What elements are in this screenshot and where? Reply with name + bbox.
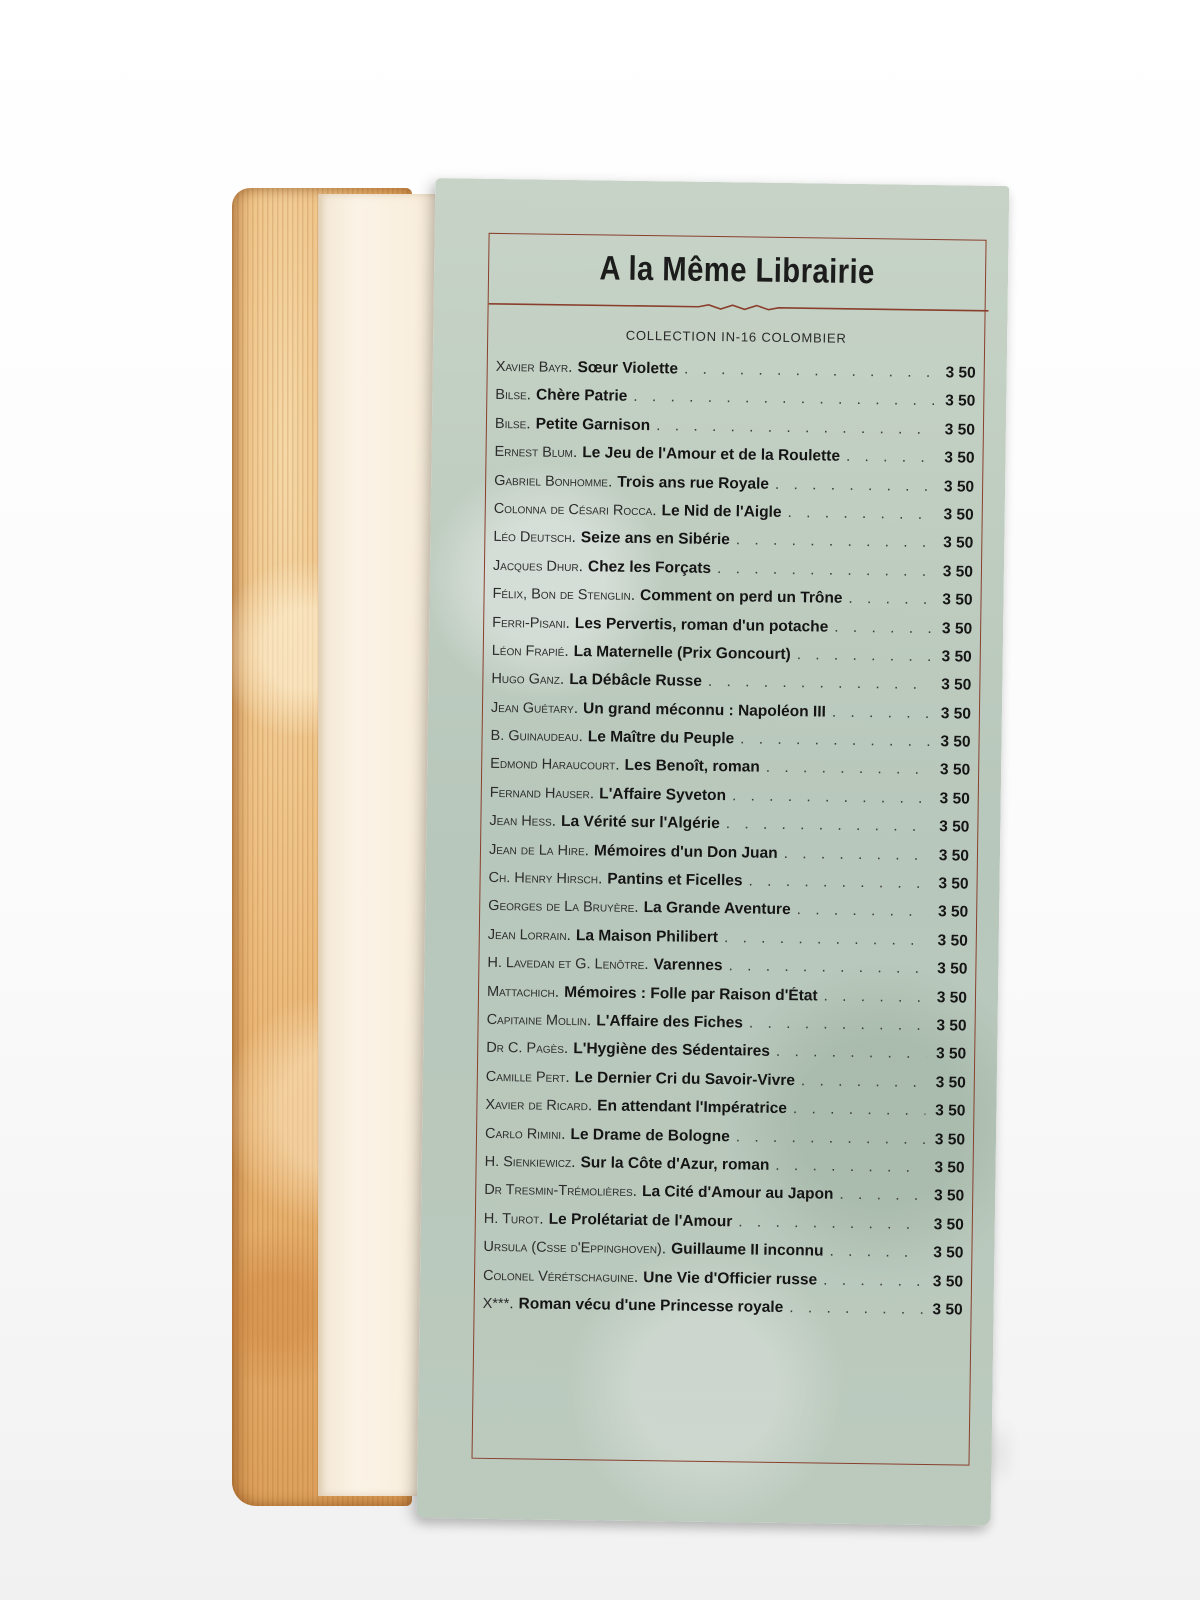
book-list (482, 358, 975, 1330)
dot-leader (839, 1186, 924, 1205)
dot-leader (726, 815, 930, 836)
dot-leader (775, 475, 934, 495)
author-separator: . (633, 1268, 639, 1286)
dot-leader (793, 1100, 926, 1120)
book-price: 3 50 (944, 420, 976, 439)
book-price: 3 50 (934, 1130, 966, 1149)
book-price: 3 50 (935, 1045, 967, 1063)
book-price: 3 50 (935, 1102, 966, 1120)
book-title: La Grande Aventure (643, 899, 791, 919)
author-separator: . (615, 757, 620, 775)
book-price: 3 50 (936, 988, 968, 1007)
author-separator: . (526, 386, 532, 404)
dot-leader (834, 618, 932, 637)
author-separator: . (563, 1040, 569, 1058)
book-author: Edmond Haraucourt (490, 756, 616, 775)
book-title: Roman vécu d'une Princesse royale (518, 1295, 784, 1316)
book-author: Ernest Blum (494, 444, 574, 462)
book-author: H. Sienkiewicz (484, 1153, 572, 1171)
dot-leader (823, 1271, 923, 1290)
dot-leader (748, 873, 928, 894)
book-price: 3 50 (932, 1272, 964, 1291)
dot-leader (724, 929, 928, 950)
book-price: 3 50 (945, 392, 976, 411)
book-price: 3 50 (942, 562, 974, 581)
book-title: L'Hygiène des Sédentaires (573, 1040, 771, 1061)
book-price: 3 50 (938, 875, 969, 893)
author-separator: . (559, 671, 565, 689)
book-price: 3 50 (941, 676, 972, 694)
book-price: 3 50 (943, 506, 974, 524)
book-author: Colonna de Césari Rocca (493, 500, 653, 520)
author-separator: . (564, 642, 569, 660)
book-title: La Débâcle Russe (569, 671, 703, 691)
dot-leader (789, 1299, 922, 1319)
author-separator: . (554, 983, 560, 1001)
book-price: 3 50 (937, 931, 968, 950)
dot-leader (823, 987, 926, 1006)
dot-leader (656, 417, 935, 439)
author-separator: . (566, 926, 572, 944)
author-separator: . (572, 444, 578, 462)
back-cover (417, 178, 1010, 1526)
book-title: La Vérité sur l'Algérie (560, 813, 720, 833)
book-title: Le Nid de l'Aigle (661, 502, 782, 521)
book-price: 3 50 (941, 619, 973, 638)
book-price: 3 50 (945, 364, 976, 382)
book-title: Le Maître du Peuple (587, 728, 735, 748)
book-price: 3 50 (933, 1187, 965, 1205)
dot-leader (728, 957, 927, 978)
book-title: Sur la Côte d'Azur, roman (580, 1154, 770, 1174)
cover-title: A la Même Librairie (599, 249, 875, 292)
book-price: 3 50 (935, 1073, 966, 1092)
book-title: La Maternelle (Prix Goncourt) (573, 642, 791, 663)
author-separator: . (587, 1097, 593, 1115)
book-title: La Maison Philibert (575, 926, 719, 946)
author-separator: . (578, 728, 583, 746)
dot-leader (738, 1213, 924, 1234)
book-title: Pantins et Ficelles (607, 870, 743, 890)
author-separator: . (571, 529, 576, 547)
book-price: 3 50 (944, 449, 975, 467)
dot-leader (717, 560, 933, 581)
book-price: 3 50 (937, 903, 969, 921)
book-title: Le Jeu de l'Amour et de la Roulette (582, 444, 841, 465)
dot-leader (736, 1128, 925, 1149)
book-author: Georges de La Bruyère (488, 898, 635, 917)
book-price: 3 50 (933, 1244, 964, 1262)
book-title: La Cité d'Amour au Japon (641, 1183, 834, 1204)
book-author: Fernand Hauser (489, 784, 590, 803)
dot-leader (766, 759, 930, 779)
book-price: 3 50 (939, 818, 970, 836)
book-author: Jean Guétary (490, 699, 574, 717)
author-separator: . (584, 841, 590, 859)
title-rule (489, 300, 989, 315)
author-separator: . (573, 699, 579, 717)
book-price: 3 50 (936, 1017, 967, 1035)
book-author: Hugo Ganz (491, 671, 561, 689)
book-title: Chère Patrie (535, 386, 628, 406)
author-separator: . (630, 586, 636, 605)
author-separator: . (661, 1240, 667, 1258)
book-title: Le Drame de Bologne (570, 1125, 730, 1145)
dot-leader (775, 1157, 924, 1177)
dot-leader (732, 787, 930, 808)
book-title: Le Dernier Cri du Savoir-Vivre (574, 1068, 796, 1089)
author-separator: . (597, 870, 603, 888)
book-author: X*** (482, 1295, 510, 1313)
dot-leader (749, 1015, 927, 1035)
book-title: Mémoires : Folle par Raison d'État (564, 983, 818, 1005)
book-title: Les Benoît, roman (624, 757, 760, 777)
book-title: Un grand méconnu : Napoléon III (582, 699, 827, 721)
author-separator: . (565, 1068, 570, 1086)
book-author: Jacques Dhur (492, 557, 579, 575)
book-author: Bilse (494, 415, 527, 433)
dot-leader (740, 730, 930, 751)
book-title: Comment on perd un Trône (640, 587, 843, 607)
author-separator: . (578, 557, 584, 575)
book-price: 3 50 (940, 704, 972, 723)
book-title: Les Pervertis, roman d'un potache (574, 614, 829, 636)
book-author: Félix, Bon de Stenglin (492, 586, 631, 604)
dot-leader (832, 703, 931, 722)
book-title: L'Affaire Syveton (599, 785, 727, 805)
book-entry (482, 1295, 962, 1330)
book-price: 3 50 (932, 1301, 963, 1319)
book-price: 3 50 (943, 534, 974, 552)
author-separator: . (607, 473, 613, 491)
author-separator: . (565, 614, 570, 632)
dot-leader (784, 845, 929, 865)
author-separator: . (634, 899, 639, 917)
book-author: Dr Tresmin-Trémolières (484, 1182, 633, 1201)
book-price: 3 50 (934, 1159, 965, 1177)
book-title: L'Affaire des Fiches (596, 1012, 744, 1032)
book-title: Mémoires d'un Don Juan (593, 841, 778, 862)
book-price: 3 50 (933, 1215, 964, 1234)
dot-leader (797, 902, 929, 922)
book-author: B. Guinaudeau (490, 727, 579, 746)
book-author: Jean Lorrain (487, 926, 567, 944)
book-author: Ferri-Pisani (492, 614, 566, 632)
book-author: Xavier Bayr (495, 358, 569, 376)
book-price: 3 50 (939, 790, 970, 808)
cover-frame (472, 233, 987, 1466)
dot-leader (801, 1072, 926, 1092)
book-author: Xavier de Ricard (485, 1097, 589, 1115)
dot-leader (829, 1243, 923, 1262)
book-author: Ursula (Csse d'Eppinghoven) (483, 1238, 662, 1258)
book-author: Ch. Henry Hirsch (488, 869, 599, 888)
book-author: Colonel Vérétschaguine (482, 1267, 635, 1286)
book-author: Gabriel Bonhomme (494, 472, 609, 491)
book-price: 3 50 (938, 846, 970, 865)
dot-leader (848, 590, 932, 609)
dot-leader (708, 673, 931, 694)
author-separator: . (586, 1012, 592, 1030)
book-author: Jean de La Hire (488, 841, 585, 859)
book-title: Le Prolétariat de l'Amour (548, 1210, 733, 1231)
book-price: 3 50 (937, 960, 968, 978)
book-title: Chez les Forçats (587, 557, 712, 577)
dot-leader (846, 448, 935, 467)
author-separator: . (561, 1125, 566, 1143)
book-author: Léo Deutsch (493, 529, 572, 547)
author-separator: . (589, 785, 595, 803)
book-title: Sœur Violette (577, 359, 679, 378)
book-title: En attendant l'Impératrice (597, 1097, 788, 1118)
dot-leader (633, 388, 935, 410)
dot-leader (736, 532, 934, 553)
book-author: H. Turot (483, 1210, 540, 1228)
dot-leader (776, 1043, 926, 1063)
book-author: Léon Frapié (491, 642, 565, 660)
author-separator: . (652, 502, 657, 520)
collection-heading: COLLECTION IN-16 COLOMBIER (625, 327, 847, 346)
author-separator: . (526, 415, 531, 433)
book-author: Capitaine Mollin (486, 1011, 588, 1030)
book-author: Camille Pert (485, 1068, 566, 1086)
author-separator: . (632, 1183, 638, 1201)
author-separator: . (539, 1210, 544, 1228)
book-price: 3 50 (943, 477, 975, 496)
author-separator: . (551, 812, 557, 831)
dot-leader (684, 361, 936, 383)
book-title: Seize ans en Sibérie (580, 529, 730, 549)
author-separator: . (568, 358, 573, 376)
author-separator: . (571, 1153, 576, 1172)
book-author: Dr C. Pagès (486, 1040, 565, 1058)
book-title: Trois ans rue Royale (617, 473, 770, 493)
book-price: 3 50 (942, 591, 973, 609)
dot-leader (797, 646, 932, 666)
book-author: Jean Hess (489, 813, 552, 830)
book-author: Bilse (495, 387, 527, 404)
author-separator: . (509, 1295, 514, 1313)
author-separator: . (644, 956, 649, 974)
book-author: Carlo Rimini (484, 1125, 562, 1143)
book-title: Varennes (653, 956, 723, 975)
dot-leader (787, 504, 933, 524)
book-author: Mattachich (486, 983, 555, 1001)
book-price: 3 50 (941, 648, 972, 666)
book-price: 3 50 (940, 733, 971, 751)
book-author: H. Lavedan et G. Lenôtre (487, 955, 645, 974)
book-title: Une Vie d'Officier russe (643, 1268, 818, 1288)
book-title: Guillaume II inconnu (671, 1240, 824, 1260)
book-price: 3 50 (939, 761, 971, 780)
book-title: Petite Garnison (535, 415, 651, 434)
